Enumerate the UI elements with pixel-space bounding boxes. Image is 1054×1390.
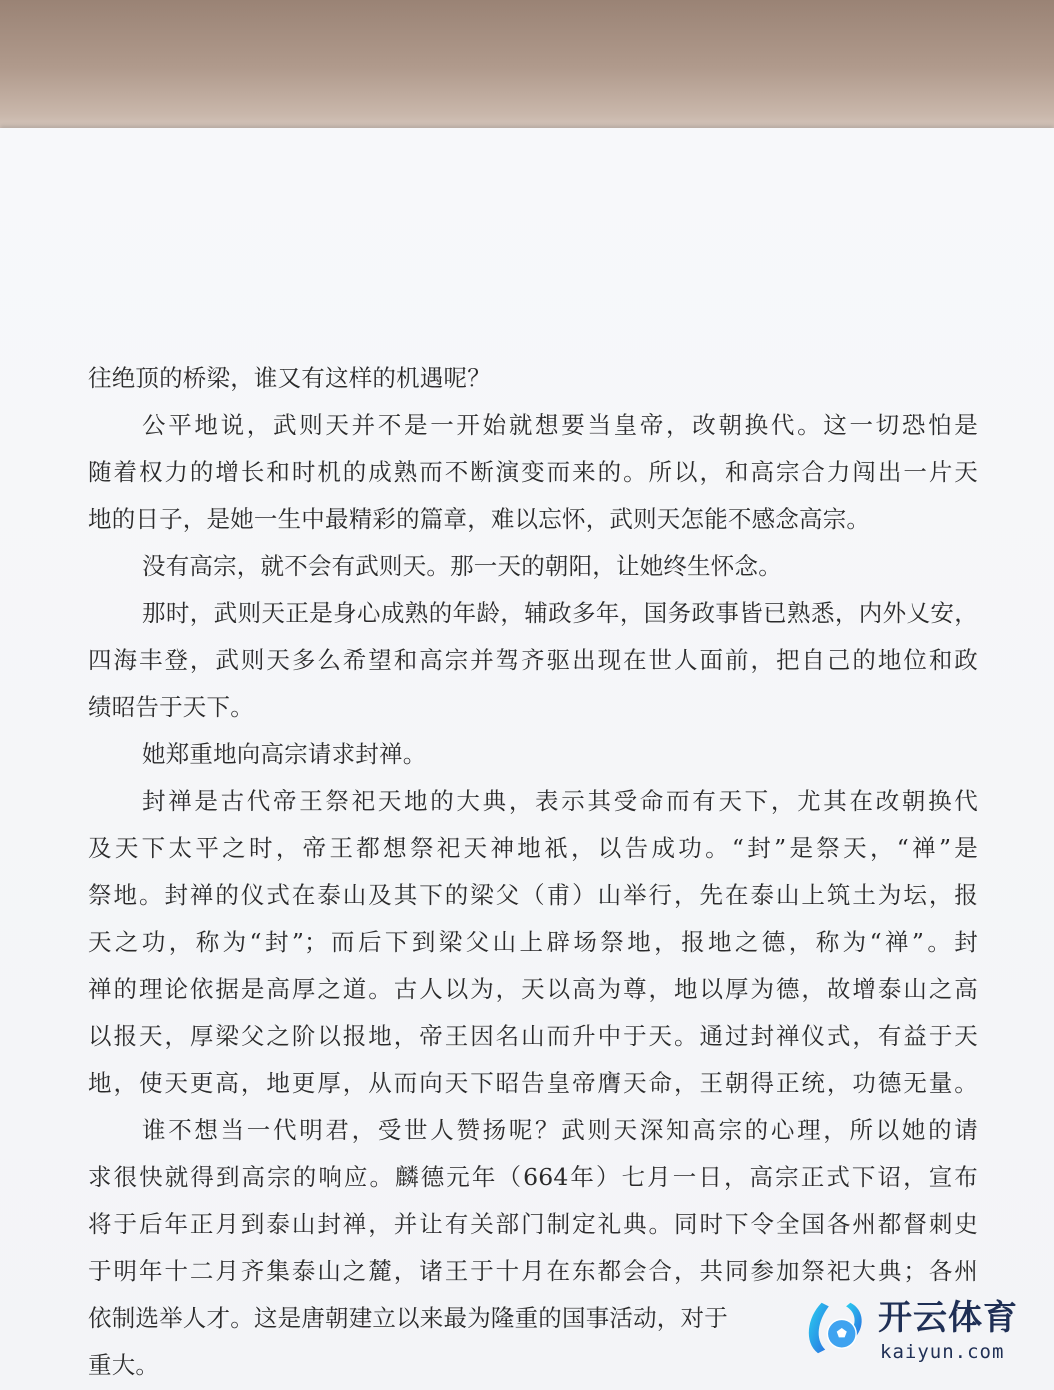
text-line: 依制选举人才。这是唐朝建立以来最为隆重的国事活动，对于: [88, 1304, 728, 1332]
text-line: 往绝顶的桥梁，谁又有这样的机遇呢？: [88, 364, 491, 392]
text-line: 绩昭告于天下。: [88, 693, 254, 721]
text-line: 那时，武则天正是身心成熟的年龄，辅政多年，国务政事皆已熟悉，内外乂安，: [142, 599, 978, 627]
text-line: 于明年十二月齐集泰山之麓，诸王于十月在东都会合，共同参加祭祀大典；各州: [88, 1257, 978, 1285]
text-line: 将于后年正月到泰山封禅，并让有关部门制定礼典。同时下令全国各州都督刺史: [88, 1210, 978, 1238]
text-line: 谁不想当一代明君，受世人赞扬呢？武则天深知高宗的心理，所以她的请: [142, 1116, 978, 1144]
watermark-url: kaiyun.com: [880, 1341, 1005, 1363]
text-line: 地的日子，是她一生中最精彩的篇章，难以忘怀，武则天怎能不感念高宗。: [88, 505, 871, 533]
photo-background: [0, 0, 1054, 135]
kaiyun-logo-icon: [800, 1292, 872, 1364]
text-line: 以报天，厚梁父之阶以报地，帝王因名山而升中于天。通过封禅仪式，有益于天: [88, 1022, 978, 1050]
text-line: 随着权力的增长和时机的成熟而不断演变而来的。所以，和高宗合力闯出一片天: [88, 458, 978, 486]
text-line: 没有高宗，就不会有武则天。那一天的朝阳，让她终生怀念。: [142, 552, 782, 580]
text-line: 祭地。封禅的仪式在泰山及其下的梁父（甫）山举行，先在泰山上筑土为坛，报: [88, 881, 978, 909]
text-line: 地，使天更高，地更厚，从而向天下昭告皇帝膺天命，王朝得正统，功德无量。: [88, 1069, 978, 1097]
text-line: 及天下太平之时，帝王都想祭祀天神地祇，以告成功。“封”是祭天，“禅”是: [88, 834, 978, 862]
text-line: 求很快就得到高宗的响应。麟德元年（664年）七月一日，高宗正式下诏，宣布: [88, 1163, 978, 1191]
watermark-brand: 开云体育: [878, 1298, 1018, 1338]
watermark: [800, 1292, 1054, 1368]
text-line: 重大。: [88, 1351, 160, 1379]
text-line: 封禅是古代帝王祭祀天地的大典，表示其受命而有天下，尤其在改朝换代: [142, 787, 978, 815]
text-line: 公平地说，武则天并不是一开始就想要当皇帝，改朝换代。这一切恐怕是: [142, 411, 978, 439]
text-line: 天之功，称为“封”；而后下到梁父山上辟场祭地，报地之德，称为“禅”。封: [88, 928, 978, 956]
text-line: 四海丰登，武则天多么希望和高宗并驾齐驱出现在世人面前，把自己的地位和政: [88, 646, 978, 674]
text-line: 她郑重地向高宗请求封禅。: [142, 740, 427, 768]
text-line: 禅的理论依据是高厚之道。古人以为，天以高为尊，地以厚为德，故增泰山之高: [88, 975, 978, 1003]
